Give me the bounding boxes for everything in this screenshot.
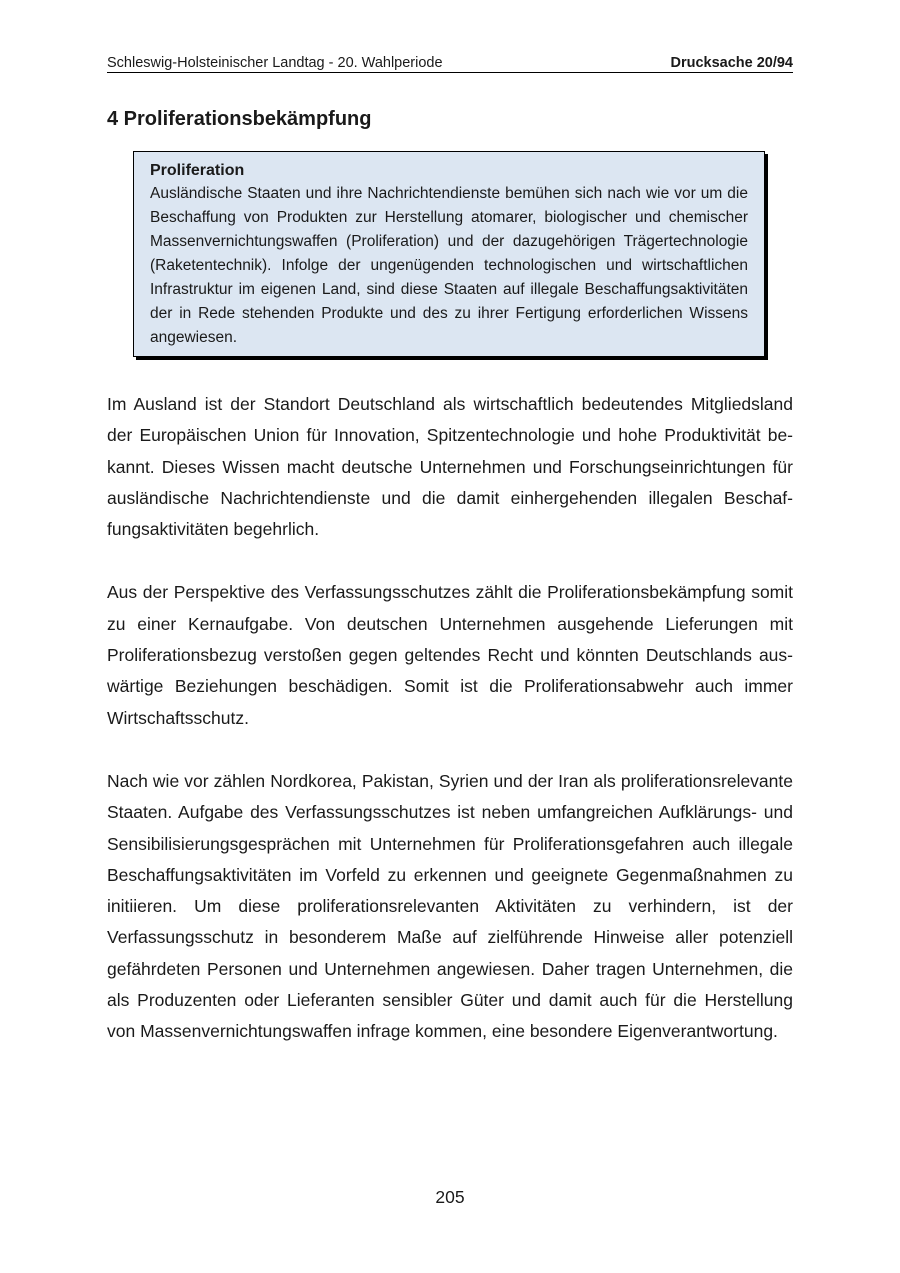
page-number: 205 [435, 1187, 465, 1207]
page-header [107, 54, 793, 73]
body-text [107, 389, 793, 1080]
header-parliament-title: Schleswig-Holsteinischer Landtag - 20. Wahlperiode [107, 55, 443, 71]
section-title: 4 Proliferationsbekämpfung [107, 108, 372, 130]
paragraph-3: Nach wie vor zählen Nordkorea, Pakistan, Syrien und der Iran als proliferationsrelevante Staaten. Aufgabe des Verfassungsschutzes ist neben umfangreichen Aufklärungs- und Sensibilisierungsgesprächen mit Unternehmen für Proliferationsgefahren auch illegale Beschaffungsaktivitäten im Vorfeld zu erkennen und geeignete Gegenmaßnahmen zu initiieren. Um diese proliferationsrelevanten Aktivitäten zu verhindern, ist der Verfassungsschutz in besonderem Maße auf zielführende Hinweise aller potenziell gefährdeten Personen und Unternehmen angewiesen. Daher tragen Unternehmen, die als Produzenten oder Lieferanten sensibler Güter und damit auch für die Herstellung von Massenvernichtungswaffen infrage kommen, eine besondere Eigenverantwortung. [107, 770, 793, 1042]
paragraph-2: Aus der Perspektive des Verfassungsschutzes zählt die Proliferationsbekämpfung somit zu einer Kernaufgabe. Von deutschen Unternehmen ausgehende Lieferungen mit Proliferationsbezug verstoßen gegen geltendes Recht und könnten Deutschlands auswärtige Beziehungen beschädigen. Somit ist die Proliferationsabwehr auch immer Wirtschaftsschutz. [107, 582, 793, 728]
info-box-title: Proliferation [150, 162, 245, 179]
proliferation-info-box [133, 151, 765, 357]
paragraph-1: Im Ausland ist der Standort Deutschland als wirtschaftlich bedeutendes Mitgliedsland der Europäischen Union für Innovation, Spitzentechnologie und hohe Produktivität bekannt. Dieses Wissen macht deutsche Unternehmen und Forschungseinrichtungen für ausländische Nachrichtendienste und die damit einhergehenden illegalen Beschaffungsaktivitäten begehrlich. [107, 394, 793, 540]
info-box-text: Ausländische Staaten und ihre Nachrichtendienste bemühen sich nach wie vor um die Beschaffung von Produkten zur Herstellung atomarer, biologischer und chemischer Massenvernichtungswaffen (Proliferation) und der dazugehörigen Trägertechnologie (Raketentechnik). Infolge der ungenügenden technologischen und wirtschaftlichen Infrastruktur im eigenen Land, sind diese Staaten auf illegale Beschaffungsaktivitäten der in Rede stehenden Produkte und des zu ihrer Fertigung erforderlichen Wissens angewiesen. [150, 185, 748, 346]
header-document-number: Drucksache 20/94 [670, 55, 793, 71]
